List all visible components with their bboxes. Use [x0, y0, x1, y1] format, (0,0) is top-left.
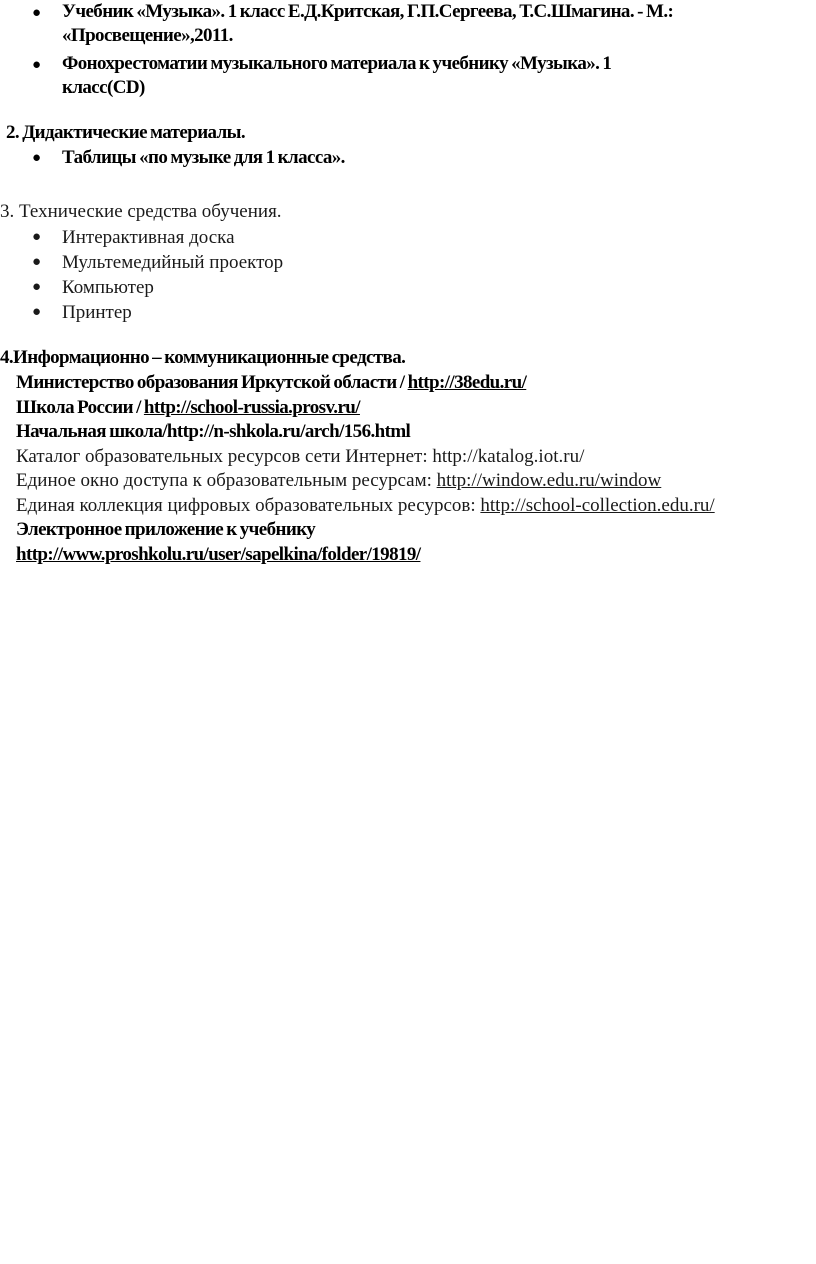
section-heading-technical: 3. Технические средства обучения. — [0, 201, 282, 222]
list-item — [0, 52, 790, 100]
resource-label: Министерство образования Иркутской области / — [16, 372, 408, 393]
resource-label: Единое окно доступа к образовательным ресурсам: — [16, 470, 437, 491]
resource-label: Единая коллекция цифровых образовательных ресурсов: — [16, 494, 481, 516]
resource-line — [16, 445, 715, 470]
list-item — [0, 146, 345, 170]
resource-label: Электронное приложение к учебнику — [16, 519, 316, 540]
list-item — [0, 275, 283, 300]
textbook-list — [0, 0, 790, 104]
list-item-text: Учебник «Музыка». 1 класс Е.Д.Критская, Г.П.Сергеева, Т.С.Шмагина. - М.: — [62, 1, 674, 22]
resource-link[interactable]: http://school-russia.prosv.ru/ — [143, 396, 360, 418]
resource-line — [16, 543, 715, 568]
list-item — [0, 250, 283, 275]
list-item — [0, 0, 790, 48]
section-heading-didactic: 2. Дидактические материалы. — [6, 122, 246, 143]
list-item-text: «Просвещение»,2011. — [62, 25, 233, 46]
list-item-text: Компьютер — [62, 277, 154, 298]
bullet-icon: ● — [32, 229, 42, 245]
list-item — [0, 300, 283, 325]
resource-list — [16, 371, 715, 567]
section-heading-ict: 4.Информационно – коммуникационные средства. — [0, 347, 406, 368]
bullet-icon: ● — [32, 279, 42, 295]
bullet-icon: ● — [32, 304, 42, 320]
resource-line — [16, 469, 715, 494]
technical-list — [0, 225, 283, 325]
resource-link[interactable]: http://school-collection.edu.ru/ — [480, 494, 715, 516]
resource-link[interactable]: http://www.proshkolu.ru/user/sapelkina/folder/19819/ — [16, 543, 421, 565]
resource-line — [16, 494, 715, 519]
resource-line — [16, 518, 715, 543]
list-item-text: класс(CD) — [62, 77, 145, 98]
resource-label: Каталог образовательных ресурсов сети Интернет: http://katalog.iot.ru/ — [16, 445, 585, 467]
resource-label: Школа России / — [16, 396, 144, 418]
bullet-icon: ● — [32, 5, 41, 21]
resource-line — [16, 396, 715, 421]
list-item-text: Таблицы «по музыке для 1 класса». — [62, 147, 345, 168]
bullet-icon: ● — [32, 254, 42, 270]
resource-line — [16, 420, 715, 445]
resource-link[interactable]: http://window.edu.ru/window — [436, 470, 662, 491]
resource-line — [16, 371, 715, 396]
list-item-text: Принтер — [62, 302, 132, 323]
list-item-text: Интерактивная доска — [62, 227, 235, 248]
list-item — [0, 225, 283, 250]
didactic-list — [0, 146, 345, 170]
resource-link[interactable]: http://38edu.ru/ — [407, 372, 527, 393]
list-item-text: Мультемедийный проектор — [62, 252, 284, 273]
bullet-icon: ● — [32, 150, 41, 166]
resource-label: Начальная школа/http://n-shkola.ru/arch/156.html — [16, 421, 411, 442]
bullet-icon: ● — [32, 57, 41, 73]
list-item-text: Фонохрестоматии музыкального материала к учебнику «Музыка». 1 — [62, 53, 612, 74]
